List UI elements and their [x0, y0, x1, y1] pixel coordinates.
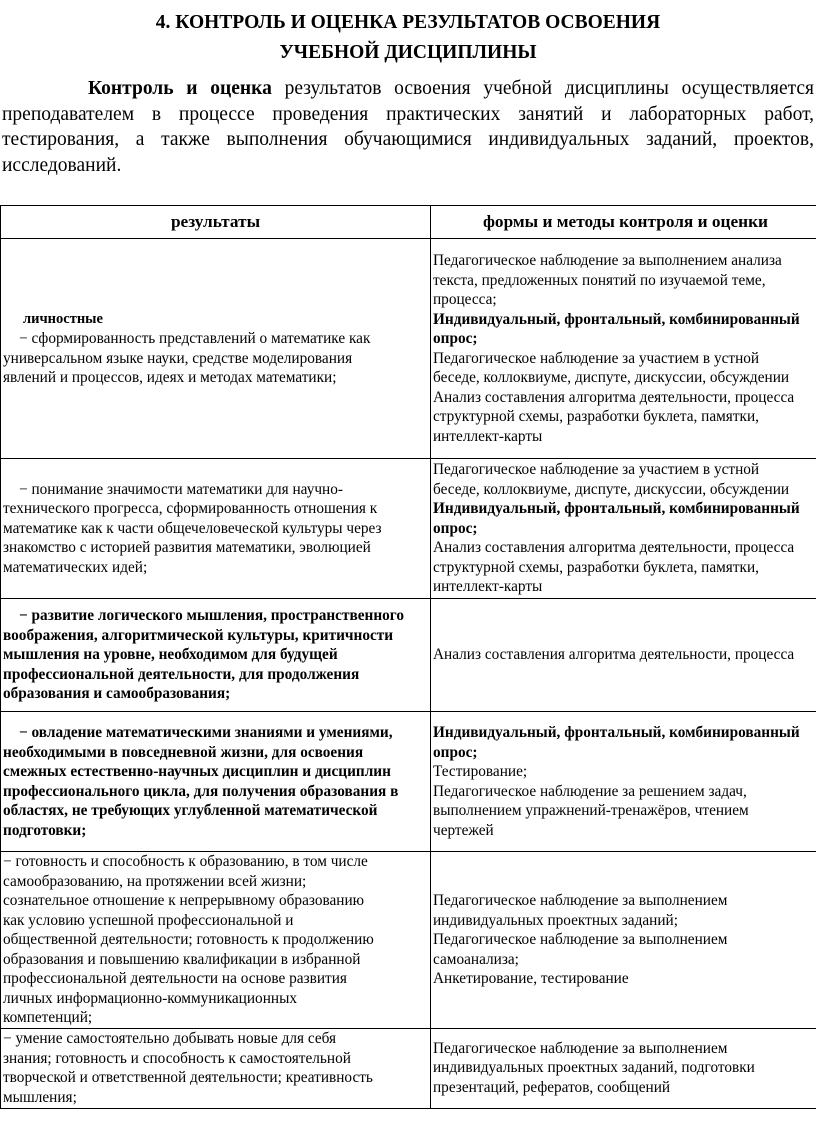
result-cell	[1, 1028, 431, 1108]
method-line: Педагогическое наблюдение за выполнением	[433, 892, 728, 909]
method-line: Анализ составления алгоритма деятельности, процесса	[433, 646, 795, 664]
method-line: выполнением упражнений-тренажёров, чтением	[433, 802, 749, 819]
table-body	[1, 239, 816, 1109]
table-row	[1, 599, 816, 712]
result-line: общественной деятельности; готовность к продолжению	[3, 931, 374, 948]
result-line: компетенций;	[3, 1009, 93, 1026]
method-cell	[431, 239, 816, 459]
result-line: необходимыми в повседневной жизни, для освоения	[3, 743, 364, 761]
result-line: мышления;	[3, 1088, 77, 1106]
table-row	[1, 852, 816, 1029]
result-line: мышления на уровне, необходимом для будущей	[3, 646, 338, 664]
result-line: математических идей;	[3, 558, 148, 576]
method-line: чертежей	[433, 821, 494, 839]
method-line: интеллект-карты	[433, 427, 543, 445]
result-line: знакомство с историей развития математики, эволюцией	[3, 539, 371, 557]
method-cell	[431, 1028, 816, 1108]
result-cell	[1, 459, 431, 599]
result-line: смежных естественно-научных дисциплин и дисциплин	[3, 763, 391, 780]
method-line: беседе, коллоквиуме, диспуте, дискуссии, обсуждении	[433, 369, 790, 386]
assessment-table	[0, 205, 816, 1109]
method-line: Индивидуальный, фронтальный, комбинированный	[433, 724, 800, 741]
method-line: самоанализа;	[433, 950, 519, 968]
method-line: Педагогическое наблюдение за выполнением	[433, 1039, 728, 1057]
method-line: беседе, коллоквиуме, диспуте, дискуссии, обсуждении	[433, 480, 790, 498]
method-line: Анализ составления алгоритма деятельности, процесса	[433, 388, 795, 406]
method-line: текста, предложенных понятий по изучаемой теме,	[433, 271, 766, 289]
result-line: воображения, алгоритмической культуры, критичности	[3, 626, 394, 644]
method-cell	[431, 712, 816, 852]
intro-line-3: тестирования, а также выполнения обучающимися индивидуальных заданий, проектов,	[2, 129, 814, 150]
result-line: явлений и процессов, идеях и методах математики;	[3, 369, 337, 386]
result-line: профессиональной деятельности на основе развития	[3, 970, 347, 987]
result-line: − умение самостоятельно добывать новые для себя	[3, 1030, 337, 1047]
method-line: Анализ составления алгоритма деятельности, процесса	[433, 539, 795, 557]
result-line: личных информационно-коммуникационных	[3, 989, 298, 1007]
method-line: структурной схемы, разработки буклета, памятки,	[433, 408, 759, 425]
result-cell	[1, 599, 431, 712]
result-line: универсальном языке науки, средстве моделирования	[3, 349, 353, 367]
section-title-line-2: УЧЕБНОЙ ДИСЦИПЛИНЫ	[279, 42, 537, 63]
result-line: технического прогресса, сформированность отношения к	[3, 500, 378, 518]
method-line: структурной схемы, разработки буклета, памятки,	[433, 558, 759, 576]
table-row	[1, 1028, 816, 1108]
method-line: Педагогическое наблюдение за участием в устной	[433, 461, 760, 479]
method-line: презентаций, рефератов, сообщений	[433, 1078, 671, 1096]
result-line: творческой и ответственной деятельности; креативность	[3, 1069, 373, 1086]
result-line: подготовки;	[3, 821, 87, 839]
result-line: сознательное отношение к непрерывному образованию	[3, 892, 365, 909]
section-title-line-1: 4. КОНТРОЛЬ И ОЦЕНКА РЕЗУЛЬТАТОВ ОСВОЕНИЯ	[155, 12, 661, 33]
result-cell	[1, 852, 431, 1029]
result-line: математике как к части общечеловеческой культуры через	[3, 519, 382, 537]
table-row	[1, 239, 816, 459]
method-line: опрос;	[433, 330, 478, 347]
method-line: индивидуальных проектных заданий;	[433, 911, 678, 929]
result-line: областях, не требующих углубленной математической	[3, 802, 378, 819]
method-cell	[431, 459, 816, 599]
result-line: самообразованию, на протяжении всей жизни;	[3, 872, 307, 890]
result-cell	[1, 712, 431, 852]
method-line: опрос;	[433, 743, 478, 761]
method-line: индивидуальных проектных заданий, подготовки	[433, 1059, 755, 1077]
method-line: интеллект-карты	[433, 578, 543, 596]
intro-line-1	[2, 76, 814, 102]
result-line: − сформированность представлений о математике как	[19, 330, 371, 347]
method-line: Индивидуальный, фронтальный, комбинированный	[433, 500, 800, 518]
intro-line-1-rest: результатов освоения учебной дисциплины осуществляется	[271, 78, 814, 99]
table-row	[1, 459, 816, 599]
method-line: Тестирование;	[433, 763, 528, 780]
method-line: Анкетирование, тестирование	[433, 970, 629, 987]
method-line: Педагогическое наблюдение за выполнением анализа	[433, 252, 782, 269]
result-heading: личностные	[23, 310, 103, 327]
result-line: как условию успешной профессиональной и	[3, 911, 294, 929]
intro-paragraph	[2, 76, 814, 178]
result-line: образования и повышению квалификации в избранной	[3, 950, 361, 968]
method-cell	[431, 599, 816, 712]
method-line: Индивидуальный, фронтальный, комбинированный	[433, 310, 800, 328]
result-line: − развитие логического мышления, пространственного	[19, 607, 405, 625]
result-line: − готовность и способность к образованию, в том числе	[3, 853, 368, 870]
method-cell	[431, 852, 816, 1029]
result-line: − овладение математическими знаниями и умениями,	[19, 724, 393, 741]
result-line: − понимание значимости математики для научно-	[19, 480, 343, 498]
method-line: процесса;	[433, 291, 497, 308]
header-results: результаты	[1, 206, 431, 239]
table-header-row	[1, 206, 816, 239]
result-line: образования и самообразования;	[3, 685, 231, 703]
method-line: опрос;	[433, 519, 478, 537]
method-line: Педагогическое наблюдение за решением задач,	[433, 782, 747, 800]
intro-bold-lead: Контроль и оценка	[88, 78, 272, 99]
intro-line-4: исследований.	[2, 154, 122, 176]
result-line: профессионального цикла, для получения образования в	[3, 782, 399, 800]
method-line: Педагогическое наблюдение за участием в устной	[433, 349, 760, 367]
method-line: Педагогическое наблюдение за выполнением	[433, 931, 728, 948]
header-methods: формы и методы контроля и оценки	[431, 206, 816, 239]
result-line: профессиональной деятельности, для продолжения	[3, 665, 360, 683]
table-row	[1, 712, 816, 852]
intro-line-2: преподавателем в процессе проведения практических занятий и лабораторных работ,	[2, 103, 814, 125]
result-line: знания; готовность и способность к самостоятельной	[3, 1049, 351, 1067]
result-cell	[1, 239, 431, 459]
